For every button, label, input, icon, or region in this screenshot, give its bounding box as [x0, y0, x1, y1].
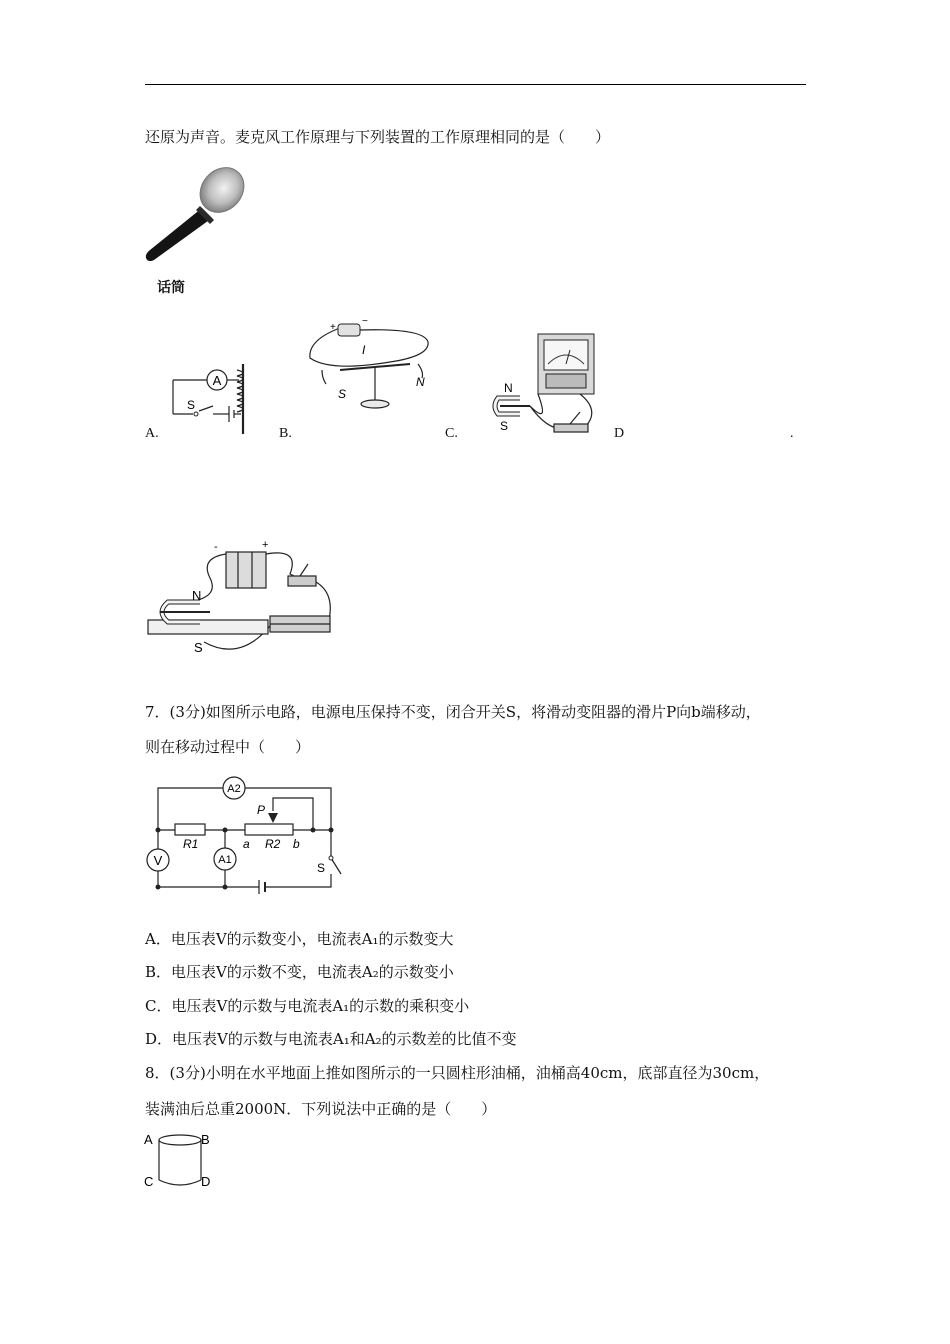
q8-corner-c: C	[144, 1174, 154, 1189]
figure-b-current-label: I	[362, 343, 366, 357]
circuit-s-label: S	[317, 861, 326, 875]
q6-option-d-period: .	[790, 426, 794, 441]
circuit-a-label: a	[243, 837, 250, 851]
figure-b-oersted	[300, 318, 440, 410]
figure-c-generator	[490, 330, 610, 442]
figure-d-south: S	[194, 640, 203, 655]
q8-stem-line1: 8．(3分)小明在水平地面上推如图所示的一只圆柱形油桶，油桶高40cm，底部直径为30cm，	[145, 1064, 770, 1082]
q7-option-a-label: A．	[145, 930, 171, 948]
figure-d-north: N	[192, 588, 202, 603]
figure-a-electromagnet	[165, 362, 265, 442]
q8-corner-b: B	[201, 1132, 210, 1147]
q8-stem-line2: 装满油后总重2000N．下列说法中正确的是（ ）	[145, 1100, 497, 1118]
q7-option-b-label: B．	[145, 963, 172, 981]
circuit-a2-label: A2	[227, 783, 241, 795]
q7-circuit-diagram	[145, 770, 355, 900]
figure-c-south: S	[500, 419, 509, 433]
microphone-image	[140, 160, 250, 265]
q8-corner-a: A	[144, 1132, 153, 1147]
microphone-caption: 话筒	[157, 280, 185, 296]
q7-stem-line2: 则在移动过程中（ ）	[145, 738, 311, 756]
circuit-a1-label: A1	[218, 854, 232, 866]
q7-option-b-text: 电压表V的示数不变，电流表A₂的示数变小	[171, 963, 454, 981]
q7-option-a	[145, 929, 454, 949]
circuit-p-label: P	[257, 803, 266, 817]
q6-option-d-label: D	[614, 426, 625, 441]
figure-d-plus: +	[262, 539, 269, 551]
figure-a-ammeter-label: A	[212, 373, 222, 388]
q8-oil-drum	[142, 1128, 222, 1192]
q7-option-a-text: 电压表V的示数变小，电流表A₁的示数变大	[170, 930, 454, 948]
q7-option-c	[145, 996, 469, 1016]
q7-option-b	[145, 962, 454, 982]
circuit-r1-label: R1	[183, 837, 199, 851]
q6-option-b-label: B.	[279, 426, 292, 441]
q7-stem-line1: 7．(3分)如图所示电路，电源电压保持不变，闭合开关S，将滑动变阻器的滑片P向b端移动，	[145, 703, 761, 721]
figure-b-plus: +	[330, 322, 336, 333]
figure-d-minus: -	[214, 541, 218, 553]
figure-b-minus: −	[362, 318, 368, 327]
figure-b-north: N	[416, 375, 425, 389]
q6-option-a-label: A.	[145, 426, 159, 441]
q7-option-c-text: 电压表V的示数与电流表A₁的示数的乘积变小	[171, 997, 470, 1015]
circuit-r2-label: R2	[265, 837, 281, 851]
q7-option-d	[145, 1029, 517, 1049]
figure-a-switch-label: S	[186, 398, 196, 412]
figure-c-north: N	[504, 381, 513, 395]
figure-d-motor	[140, 538, 350, 662]
q7-option-d-text: 电压表V的示数与电流表A₁和A₂的示数差的比值不变	[172, 1030, 517, 1048]
q7-option-d-label: D．	[145, 1030, 173, 1048]
q7-option-c-label: C．	[145, 997, 172, 1015]
q8-corner-d: D	[201, 1174, 211, 1189]
q6-stem: 还原为声音。麦克风工作原理与下列装置的工作原理相同的是（ ）	[145, 128, 611, 146]
header-rule	[145, 84, 806, 85]
q6-option-c-label: C.	[445, 426, 458, 441]
circuit-v-label: V	[153, 853, 163, 868]
circuit-b-label: b	[293, 837, 300, 851]
figure-b-south: S	[338, 387, 347, 401]
